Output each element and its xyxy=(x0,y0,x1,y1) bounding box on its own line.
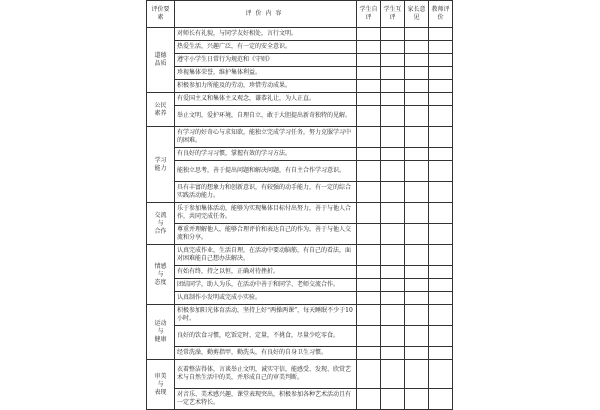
peer-eval-cell[interactable] xyxy=(381,106,405,127)
self-eval-cell[interactable] xyxy=(357,279,381,292)
self-eval-cell[interactable] xyxy=(357,106,381,127)
teacher-eval-cell[interactable] xyxy=(429,161,453,182)
self-eval-cell[interactable] xyxy=(357,326,381,347)
self-eval-cell[interactable] xyxy=(357,203,381,224)
peer-eval-cell[interactable] xyxy=(381,93,405,106)
peer-eval-cell[interactable] xyxy=(381,127,405,148)
header-peer-eval: 学生互评 xyxy=(381,1,405,28)
table-row xyxy=(147,360,453,389)
peer-eval-cell[interactable] xyxy=(381,245,405,266)
criterion-text: 衣着整洁得体，言谈举止文明，诚实守信，能感受、发现、欣赏艺术与自然生活中的美，并形成自己的审美判断。 xyxy=(175,360,357,389)
parent-opinion-cell[interactable] xyxy=(405,182,429,203)
parent-opinion-cell[interactable] xyxy=(405,326,429,347)
peer-eval-cell[interactable] xyxy=(381,224,405,245)
parent-opinion-cell[interactable] xyxy=(405,161,429,182)
table-row xyxy=(147,203,453,224)
peer-eval-cell[interactable] xyxy=(381,266,405,279)
table-row xyxy=(147,245,453,266)
header-element: 评价要素 xyxy=(147,1,175,28)
self-eval-cell[interactable] xyxy=(357,80,381,93)
teacher-eval-cell[interactable] xyxy=(429,245,453,266)
self-eval-cell[interactable] xyxy=(357,127,381,148)
peer-eval-cell[interactable] xyxy=(381,28,405,41)
criterion-text: 遵守小学生日常行为规范和《守则》 xyxy=(175,54,357,67)
criterion-text: 团结同学，助人为乐，在活动中善于和同学、老师交流合作。 xyxy=(175,279,357,292)
evaluation-form xyxy=(146,0,452,406)
teacher-eval-cell[interactable] xyxy=(429,106,453,127)
group-label-moral: 道德 品质 xyxy=(147,28,175,93)
criterion-text: 认真制作小发明或完成小实验。 xyxy=(175,292,357,305)
table-row xyxy=(147,127,453,148)
self-eval-cell[interactable] xyxy=(357,182,381,203)
teacher-eval-cell[interactable] xyxy=(429,279,453,292)
parent-opinion-cell[interactable] xyxy=(405,28,429,41)
table-row xyxy=(147,54,453,67)
table-row xyxy=(147,326,453,347)
self-eval-cell[interactable] xyxy=(357,292,381,305)
table-row xyxy=(147,305,453,326)
peer-eval-cell[interactable] xyxy=(381,41,405,54)
peer-eval-cell[interactable] xyxy=(381,67,405,80)
teacher-eval-cell[interactable] xyxy=(429,127,453,148)
teacher-eval-cell[interactable] xyxy=(429,203,453,224)
table-row xyxy=(147,67,453,80)
teacher-eval-cell[interactable] xyxy=(429,54,453,67)
criterion-text: 举止文明，爱护环境，自理自立，敢于大胆提出新奇独特的见解。 xyxy=(175,106,357,127)
header-parent-opinion: 家长意见 xyxy=(405,1,429,28)
self-eval-cell[interactable] xyxy=(357,224,381,245)
parent-opinion-cell[interactable] xyxy=(405,80,429,93)
teacher-eval-cell[interactable] xyxy=(429,266,453,279)
self-eval-cell[interactable] xyxy=(357,93,381,106)
parent-opinion-cell[interactable] xyxy=(405,203,429,224)
teacher-eval-cell[interactable] xyxy=(429,67,453,80)
evaluation-table xyxy=(146,0,453,410)
self-eval-cell[interactable] xyxy=(357,161,381,182)
table-row xyxy=(147,292,453,305)
group-label-aesthetics: 审美 与 表现 xyxy=(147,360,175,410)
criterion-text: 对师长有礼貌，与同学友好相处，言行文明。 xyxy=(175,28,357,41)
self-eval-cell[interactable] xyxy=(357,347,381,360)
teacher-eval-cell[interactable] xyxy=(429,347,453,360)
table-row xyxy=(147,106,453,127)
parent-opinion-cell[interactable] xyxy=(405,347,429,360)
criterion-text: 有良好的学习习惯，掌握有效的学习方法。 xyxy=(175,148,357,161)
peer-eval-cell[interactable] xyxy=(381,389,405,410)
header-teacher-eval: 教师评价 xyxy=(429,1,453,28)
self-eval-cell[interactable] xyxy=(357,389,381,410)
group-label-learning: 学习 能力 xyxy=(147,127,175,203)
group-label-communication: 交流 与 合作 xyxy=(147,203,175,245)
peer-eval-cell[interactable] xyxy=(381,182,405,203)
criterion-text: 尊重并理解他人，能够合理评价和表达自己的作为，善于与他人交流和分享。 xyxy=(175,224,357,245)
peer-eval-cell[interactable] xyxy=(381,161,405,182)
teacher-eval-cell[interactable] xyxy=(429,326,453,347)
teacher-eval-cell[interactable] xyxy=(429,148,453,161)
criterion-text: 积极参加力所能及的劳动，珍惜劳动成果。 xyxy=(175,80,357,93)
parent-opinion-cell[interactable] xyxy=(405,41,429,54)
parent-opinion-cell[interactable] xyxy=(405,389,429,410)
table-row xyxy=(147,347,453,360)
group-label-attitude: 情感 与 态度 xyxy=(147,245,175,305)
self-eval-cell[interactable] xyxy=(357,305,381,326)
teacher-eval-cell[interactable] xyxy=(429,28,453,41)
parent-opinion-cell[interactable] xyxy=(405,266,429,279)
teacher-eval-cell[interactable] xyxy=(429,182,453,203)
parent-opinion-cell[interactable] xyxy=(405,54,429,67)
self-eval-cell[interactable] xyxy=(357,360,381,389)
criterion-text: 经常洗澡，勤剪指甲，勤洗头，有良好的自身卫生习惯。 xyxy=(175,347,357,360)
self-eval-cell[interactable] xyxy=(357,67,381,80)
parent-opinion-cell[interactable] xyxy=(405,106,429,127)
peer-eval-cell[interactable] xyxy=(381,326,405,347)
criterion-text: 能独立思考，善于提出问题和解决问题，有自主合作学习意识。 xyxy=(175,161,357,182)
table-row xyxy=(147,389,453,410)
table-row xyxy=(147,41,453,54)
parent-opinion-cell[interactable] xyxy=(405,127,429,148)
criterion-text: 具有丰富的想象力和创新意识，有较强的动手能力，有一定的综合实践活动能力。 xyxy=(175,182,357,203)
self-eval-cell[interactable] xyxy=(357,54,381,67)
self-eval-cell[interactable] xyxy=(357,266,381,279)
parent-opinion-cell[interactable] xyxy=(405,245,429,266)
parent-opinion-cell[interactable] xyxy=(405,148,429,161)
self-eval-cell[interactable] xyxy=(357,41,381,54)
teacher-eval-cell[interactable] xyxy=(429,292,453,305)
teacher-eval-cell[interactable] xyxy=(429,389,453,410)
teacher-eval-cell[interactable] xyxy=(429,360,453,389)
table-row xyxy=(147,28,453,41)
peer-eval-cell[interactable] xyxy=(381,203,405,224)
table-row xyxy=(147,148,453,161)
table-row xyxy=(147,182,453,203)
peer-eval-cell[interactable] xyxy=(381,305,405,326)
table-row xyxy=(147,93,453,106)
group-label-health: 运动 与 健康 xyxy=(147,305,175,360)
peer-eval-cell[interactable] xyxy=(381,148,405,161)
self-eval-cell[interactable] xyxy=(357,245,381,266)
parent-opinion-cell[interactable] xyxy=(405,292,429,305)
criterion-text: 积极参加阳光体育活动，坚持上好“两操两课”，每天睡眠不少于10小时。 xyxy=(175,305,357,326)
peer-eval-cell[interactable] xyxy=(381,54,405,67)
parent-opinion-cell[interactable] xyxy=(405,224,429,245)
criterion-text: 认真完成作业，生活自理，在活动中要动脑筋，有自己的看法，面对困难能自己想办法解决。 xyxy=(175,245,357,266)
parent-opinion-cell[interactable] xyxy=(405,279,429,292)
peer-eval-cell[interactable] xyxy=(381,347,405,360)
group-label-citizenship: 公民 素养 xyxy=(147,93,175,127)
table-row xyxy=(147,224,453,245)
criterion-text: 热爱生活，兴趣广泛，有一定的安全意识。 xyxy=(175,41,357,54)
criterion-text: 有爱国主义和集体主义观念，谦恭礼让，为人正直。 xyxy=(175,93,357,106)
teacher-eval-cell[interactable] xyxy=(429,80,453,93)
header-self-eval: 学生自评 xyxy=(357,1,381,28)
criterion-text: 有学习的好奇心与求知欲，能独立完成学习任务，努力克服学习中的困难。 xyxy=(175,127,357,148)
peer-eval-cell[interactable] xyxy=(381,292,405,305)
table-row xyxy=(147,80,453,93)
parent-opinion-cell[interactable] xyxy=(405,360,429,389)
peer-eval-cell[interactable] xyxy=(381,279,405,292)
criterion-text: 对音乐、美术感兴趣，课堂表现突出，积极参加各种艺术活动且有一定艺术特长。 xyxy=(175,389,357,410)
parent-opinion-cell[interactable] xyxy=(405,93,429,106)
teacher-eval-cell[interactable] xyxy=(429,41,453,54)
teacher-eval-cell[interactable] xyxy=(429,224,453,245)
self-eval-cell[interactable] xyxy=(357,28,381,41)
peer-eval-cell[interactable] xyxy=(381,360,405,389)
criterion-text: 珍视集体荣誉，维护集体利益。 xyxy=(175,67,357,80)
table-row xyxy=(147,279,453,292)
peer-eval-cell[interactable] xyxy=(381,80,405,93)
teacher-eval-cell[interactable] xyxy=(429,305,453,326)
parent-opinion-cell[interactable] xyxy=(405,305,429,326)
criterion-text: 有始有终，持之以恒，正确对待挫折。 xyxy=(175,266,357,279)
table-row xyxy=(147,161,453,182)
parent-opinion-cell[interactable] xyxy=(405,67,429,80)
teacher-eval-cell[interactable] xyxy=(429,93,453,106)
table-row xyxy=(147,266,453,279)
criterion-text: 乐于参加集体活动，能够为实现集体目标付出努力，善于与他人合作，共同完成任务。 xyxy=(175,203,357,224)
self-eval-cell[interactable] xyxy=(357,148,381,161)
criterion-text: 良好的饮食习惯，吃饭定时、定量，不挑食，尽量少吃零食。 xyxy=(175,326,357,347)
header-content: 评价内容 xyxy=(175,1,357,28)
